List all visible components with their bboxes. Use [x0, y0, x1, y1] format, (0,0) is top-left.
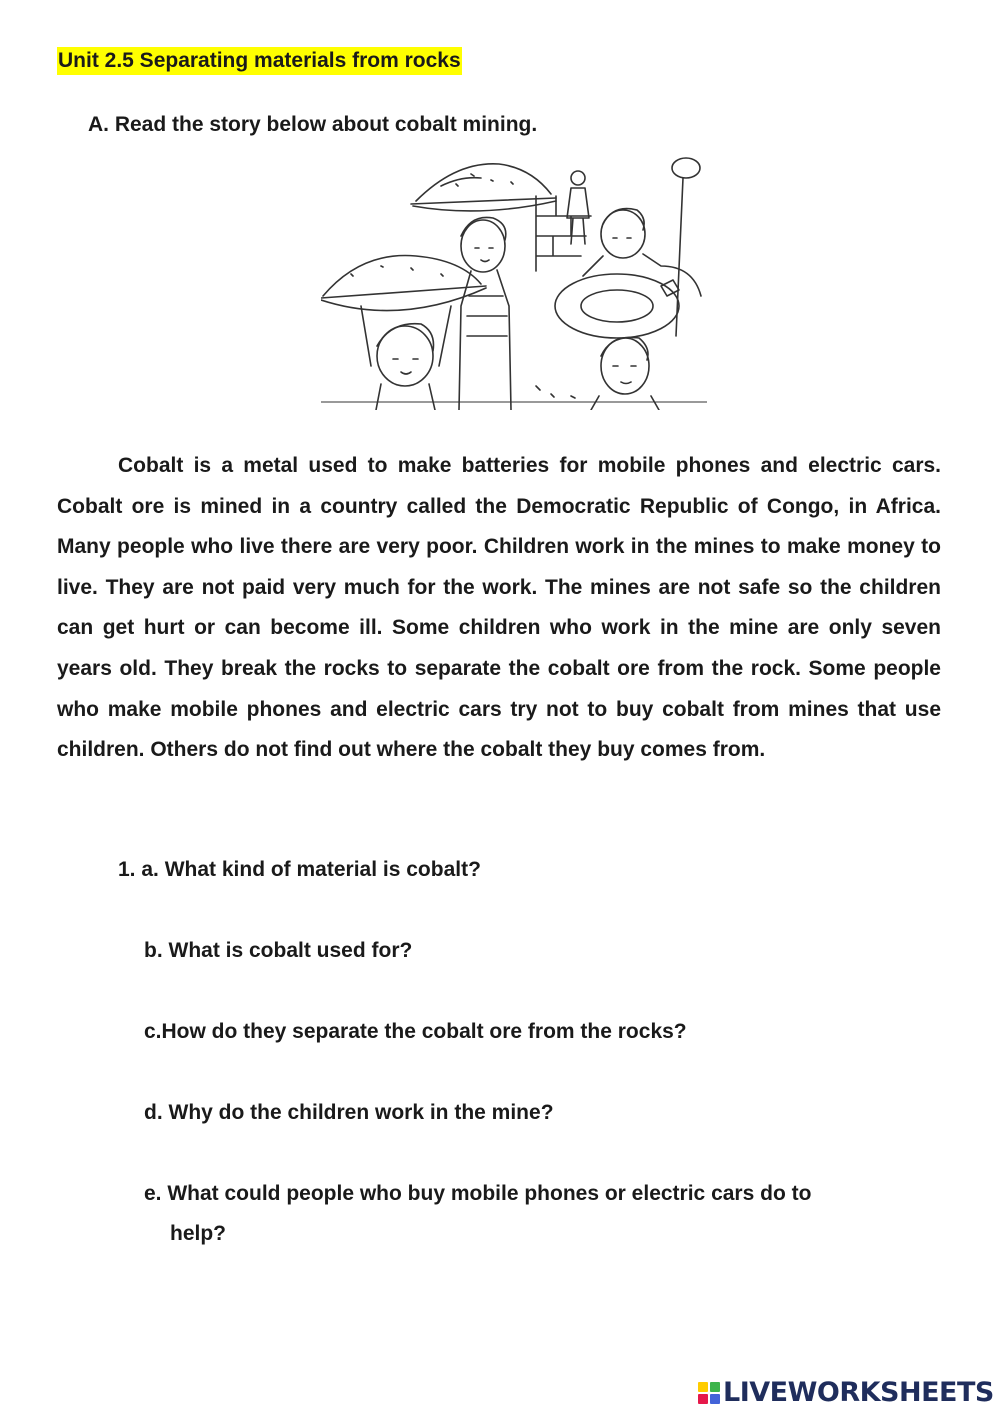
liveworksheets-wordmark: LIVEWORKSHEETS: [723, 1377, 994, 1408]
section-a-heading: A. Read the story below about cobalt mining.: [88, 113, 538, 136]
question-1b: b. What is cobalt used for?: [144, 939, 413, 962]
story-paragraph: Cobalt is a metal used to make batteries for mobile phones and electric cars. Cobalt ore is mined in a country called the Democratic Republic of Congo, in Africa. Many people who live there are very poor. Children work in the mines to make money to live. They are not paid very much for the work. The mines are not safe so the children can get hurt or can become ill. Some children who work in the mine are only seven years old. They break the rocks to separate the cobalt ore from the rock. Some people who make mobile phones and electric cars try not to buy cobalt from mines that use children. Others do not find out where the cobalt they buy comes from.: [57, 454, 941, 762]
children-mining-illustration: [321, 156, 707, 410]
question-1e-line1: e. What could people who buy mobile phones or electric cars do to: [144, 1182, 812, 1205]
worksheet-title: Unit 2.5 Separating materials from rocks: [57, 47, 462, 75]
question-1e-line2: help?: [170, 1222, 226, 1245]
question-1c: c.How do they separate the cobalt ore from the rocks?: [144, 1020, 687, 1043]
question-1a: 1. a. What kind of material is cobalt?: [118, 858, 481, 881]
liveworksheets-logo-icon: [697, 1380, 721, 1406]
liveworksheets-brand: [697, 1375, 994, 1411]
question-1e: [144, 1174, 934, 1254]
question-1d: d. Why do the children work in the mine?: [144, 1101, 554, 1124]
